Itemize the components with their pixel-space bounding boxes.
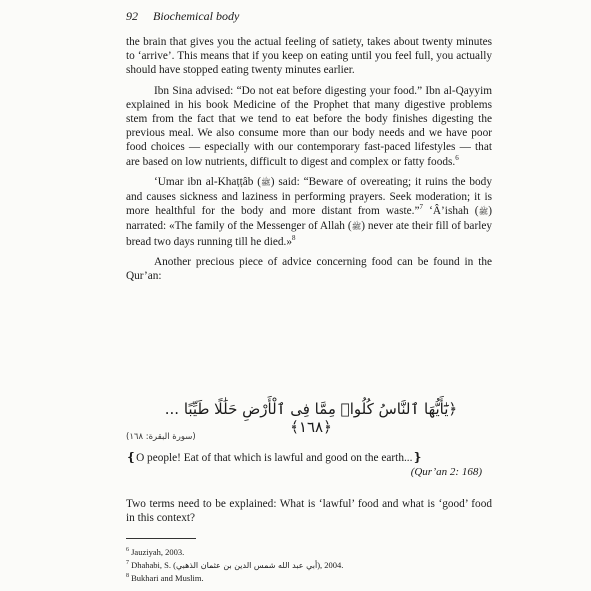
footnote-number: 7 <box>126 559 129 566</box>
page-number: 92 <box>126 9 138 23</box>
footnote-divider <box>126 538 196 539</box>
footnote-ref-7: 7 <box>419 203 423 212</box>
arabic-verse-reference: (سورة البقرة: ١٦٨) <box>126 432 196 442</box>
footnote-text: Dhahabi, S. ( <box>131 559 176 570</box>
paragraph-quran-intro: Another precious piece of advice concerning food can be found in the Qur’an: <box>126 255 492 283</box>
footnote-text: Jauziyah, 2003. <box>131 547 185 557</box>
footnote-text: ), 2004. <box>317 559 344 570</box>
paragraph-terms: Two terms need to be explained: What is ‘lawful’ food and what is ‘good’ food in this context? <box>126 498 492 525</box>
honorific-glyph: ﷺ <box>478 207 489 217</box>
translation-reference: (Qur’an 2: 168) <box>410 466 482 478</box>
footnote-ref-8: 8 <box>291 233 296 242</box>
paragraph-satiety: the brain that gives you the actual feeling of satiety, takes about twenty minutes to ‘arrive’. This means that if you keep on eating until you feel full, you actually should have stopped eating twenty minutes earlier. <box>126 36 492 77</box>
aishah-text-d: ) narrated: «The family of the Messenger of Allah ( <box>126 205 492 233</box>
honorific-glyph: ﷺ <box>351 222 362 232</box>
brace-close: ❵ <box>412 450 423 464</box>
arabic-verse: ﴿يَٰٓأَيُّهَا ٱلنَّاسُ كُلُوا۟ مِمَّا فِى ٱلْأَرْضِ حَلَٰلًا طَيِّبًا ... ﴿١٦٨﴾ <box>164 400 458 436</box>
footnote-7 <box>126 559 343 573</box>
aishah-text-e: ) never ate their fill of barley bread two days running till he died.» <box>126 220 493 248</box>
verse-translation <box>126 450 492 465</box>
footnote-text: Bukhari and Muslim. <box>131 573 204 583</box>
aishah-text-c: ‘Â’ishah ( <box>422 205 479 218</box>
running-title: Biochemical body <box>153 9 240 23</box>
paragraph-ibn-sina <box>126 84 492 169</box>
umar-text-a: ‘Umar ibn al-Khaṭṭâb ( <box>154 175 262 188</box>
body-text <box>126 35 492 283</box>
footnote-8 <box>126 572 343 585</box>
footnote-ref-6: 6 <box>455 153 459 162</box>
footnote-number: 8 <box>126 573 129 580</box>
honorific-glyph: ﷺ <box>261 177 271 187</box>
translation-text: O people! Eat of that which is lawful and good on the earth... <box>136 452 413 464</box>
umar-text-b: ) said: “Beware of overeating; it ruins the body and causes sickness and laziness in performing prayers. Seek moderation; it is more healthful for the body and more distant from waste.” <box>126 175 492 218</box>
paragraph-ibn-sina-text: Ibn Sina advised: “Do not eat before digesting your food.” Ibn al-Qayyim explained in his book Medicine of the Prophet that many digestive problems stem from the fact that we tend to eat before the body finishes digesting the previous meal. We also consume more than our body needs and we have poor food choices — especially with our contemporary fast-paced lifestyles — that are based on low nutrients, difficult to digest and complex or fatty foods. <box>126 84 492 168</box>
footnote-arabic-name: أبي عبد الله شمس الدين بن عثمان الذهبي <box>175 560 318 570</box>
footnote-number: 6 <box>126 547 129 554</box>
brace-open: ❴ <box>126 450 137 464</box>
footnotes <box>126 546 343 585</box>
footnote-6 <box>126 546 343 559</box>
paragraph-umar <box>126 175 492 249</box>
page-header <box>126 9 239 24</box>
